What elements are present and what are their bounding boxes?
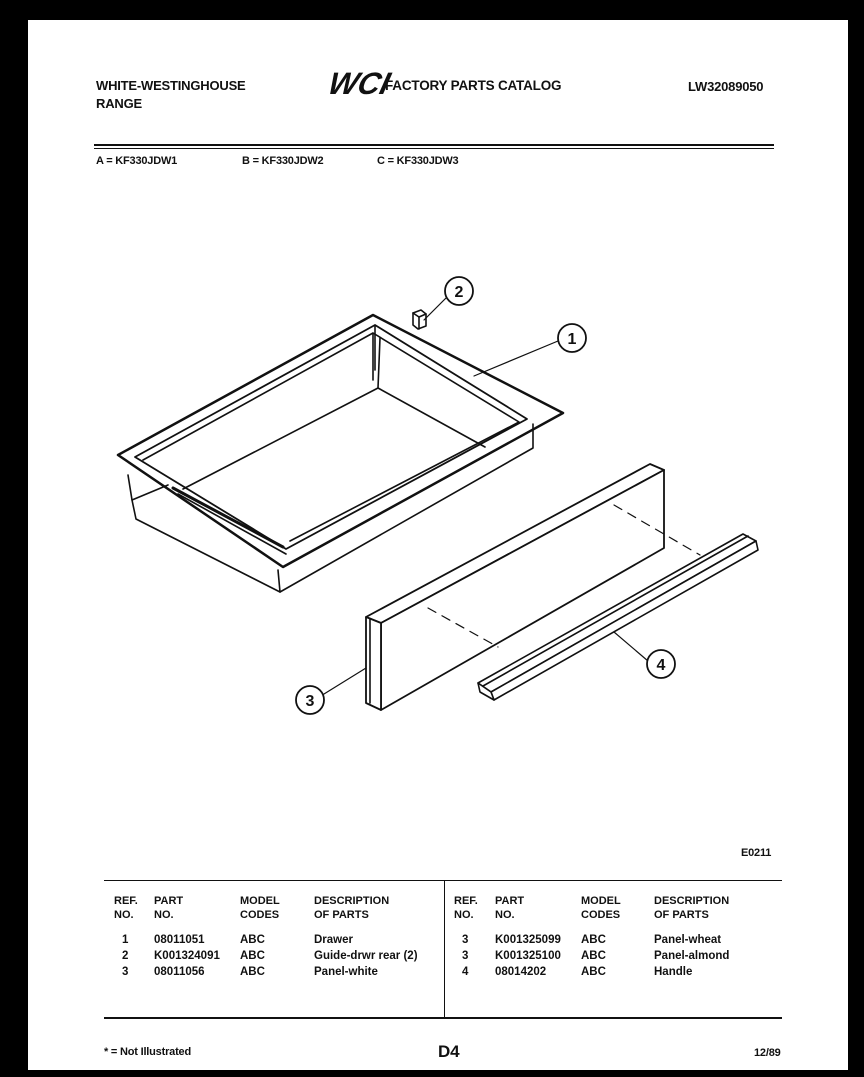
table-row	[114, 948, 434, 964]
callout-4	[647, 650, 675, 678]
page-number: D4	[438, 1042, 460, 1061]
model-code: ABC	[240, 950, 265, 962]
table-rule-bottom	[104, 1017, 782, 1019]
table-rule-top	[104, 880, 782, 881]
ref-no: 3	[122, 966, 129, 978]
ref-no: 1	[122, 934, 129, 946]
col-ref: REF. NO.	[114, 895, 138, 921]
catalog-title: FACTORY PARTS CATALOG	[385, 78, 562, 93]
model-code: ABC	[240, 934, 265, 946]
col-model: MODEL CODES	[240, 895, 280, 921]
parts-table-left	[114, 894, 434, 980]
table-row	[454, 964, 774, 980]
callout-2	[445, 277, 473, 305]
part-no: 08011056	[154, 966, 205, 978]
model-code: ABC	[240, 966, 265, 978]
callout-3	[296, 686, 324, 714]
ref-no: 3	[462, 934, 469, 946]
part-no: 08011051	[154, 934, 205, 946]
callout-2-label: 2	[454, 284, 464, 301]
ref-no: 4	[462, 966, 469, 978]
part-desc: Panel-almond	[654, 950, 730, 962]
ref-no: 3	[462, 950, 469, 962]
model-code: ABC	[581, 966, 606, 978]
catalog-date: 12/89	[754, 1047, 781, 1059]
part-no: 08014202	[495, 966, 547, 978]
logo-text: WCI	[324, 66, 394, 101]
col-part: PART NO.	[495, 895, 525, 921]
callout-4-label: 4	[656, 657, 666, 674]
table-divider	[444, 881, 445, 1017]
parts-table-right	[454, 894, 774, 980]
model-code: ABC	[581, 950, 606, 962]
product-type: RANGE	[96, 96, 142, 111]
brand-name: WHITE-WESTINGHOUSE	[96, 78, 246, 93]
table-header-row	[114, 894, 434, 932]
exploded-diagram	[28, 20, 848, 740]
table-row	[114, 932, 434, 948]
table-row	[114, 964, 434, 980]
part-desc: Drawer	[314, 934, 353, 946]
model-b: B = KF330JDW2	[242, 155, 324, 167]
part-desc: Panel-white	[314, 966, 378, 978]
part-desc: Handle	[654, 966, 693, 978]
table-row	[454, 932, 774, 948]
table-header-row	[454, 894, 774, 932]
catalog-number: LW32089050	[688, 79, 764, 94]
part-no: K001325099	[495, 934, 561, 946]
col-part: PART NO.	[154, 895, 184, 921]
table-row	[454, 948, 774, 964]
model-c: C = KF330JDW3	[377, 155, 459, 167]
model-code: ABC	[581, 934, 606, 946]
figure-code: E0211	[741, 847, 772, 859]
col-desc: DESCRIPTION OF PARTS	[314, 895, 390, 921]
not-illustrated-note: * = Not Illustrated	[104, 1046, 191, 1058]
col-desc: DESCRIPTION OF PARTS	[654, 895, 730, 921]
callout-1-label: 1	[567, 331, 577, 348]
catalog-page	[28, 20, 848, 1070]
part-no: K001324091	[154, 950, 220, 962]
callout-1	[558, 324, 586, 352]
col-model: MODEL CODES	[581, 895, 621, 921]
part-desc: Guide-drwr rear (2)	[314, 950, 418, 962]
ref-no: 2	[122, 950, 129, 962]
callout-3-label: 3	[305, 693, 315, 710]
part-desc: Panel-wheat	[654, 934, 722, 946]
col-ref: REF. NO.	[454, 895, 478, 921]
part-no: K001325100	[495, 950, 561, 962]
model-a: A = KF330JDW1	[96, 155, 178, 167]
